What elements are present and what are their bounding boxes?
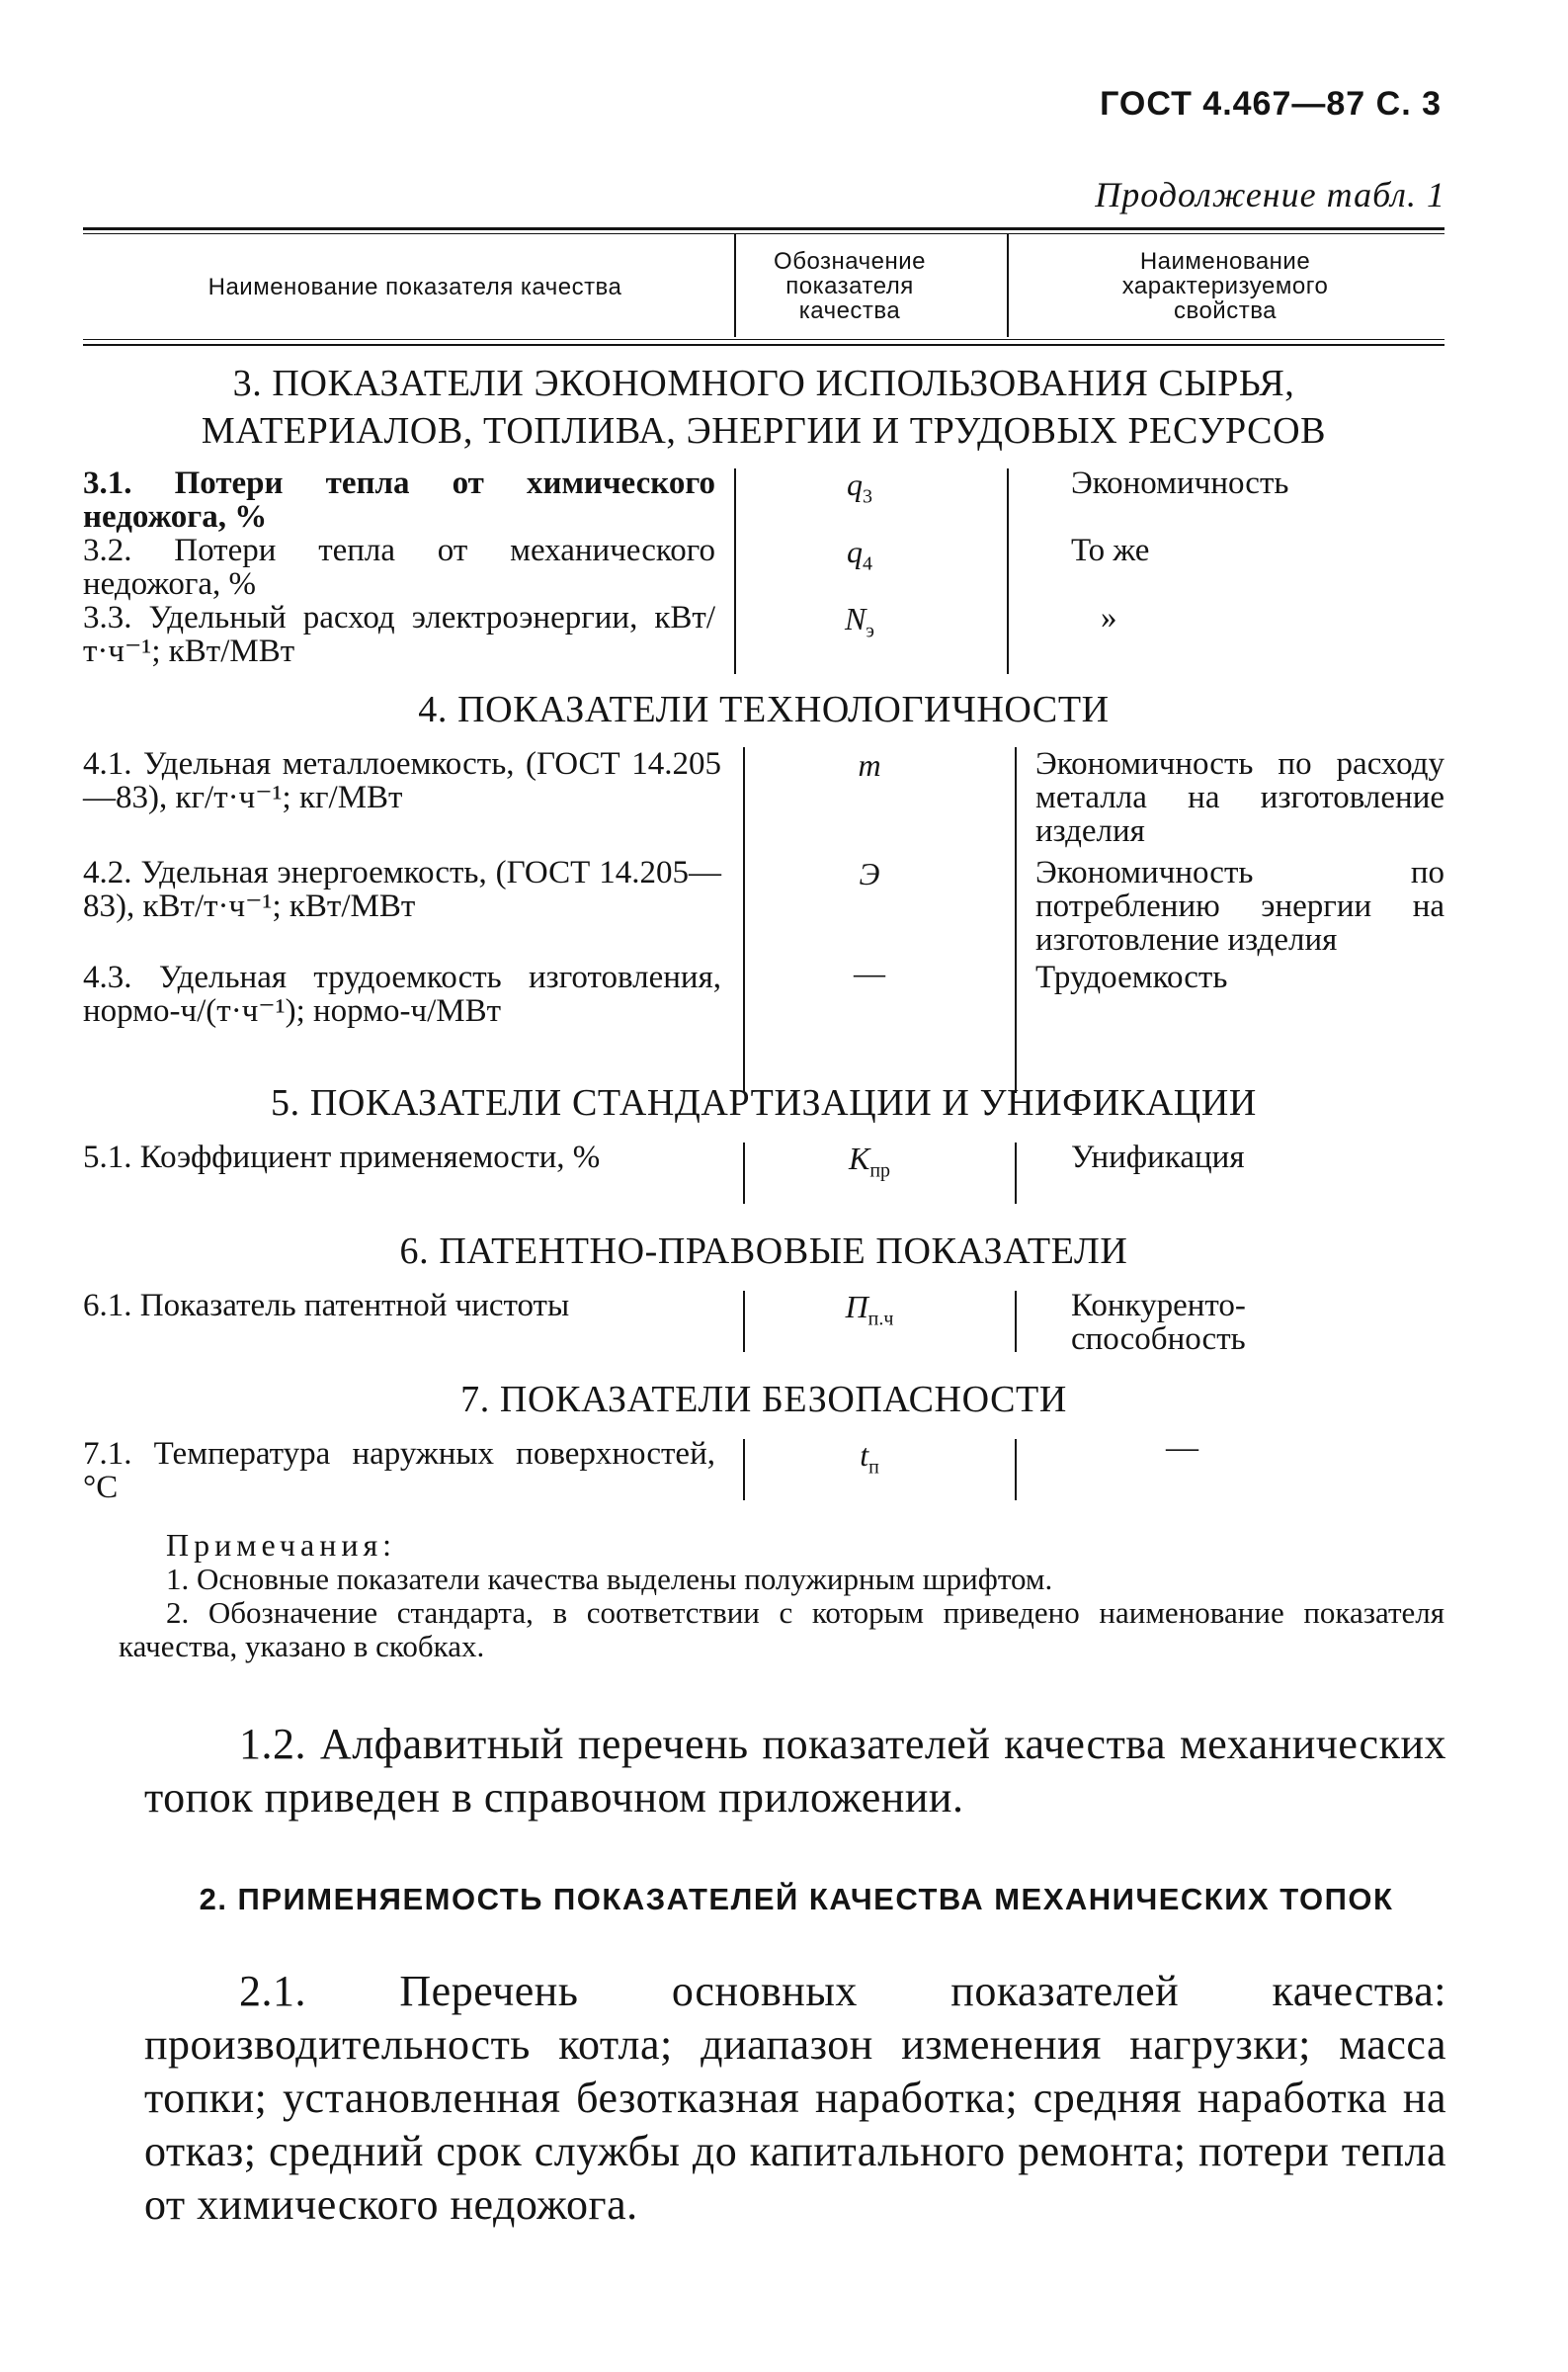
indicator-symbol: $q_3$ — [847, 466, 872, 508]
column-divider — [743, 1439, 745, 1500]
indicator-symbol: — — [854, 955, 885, 990]
indicator-symbol: $N_э$ — [845, 601, 874, 642]
column-divider — [1015, 747, 1017, 1093]
indicator-name: 3.3. Удельный расход электроэнергии, кВт/т·ч⁻¹; кВт/МВт — [83, 600, 715, 669]
indicator-name: 5.1. Коэффициент применяемости, % — [83, 1140, 601, 1175]
indicator-property: Экономичность по расходу металла на изготовление изделия — [1035, 746, 1444, 849]
column-divider — [743, 747, 745, 1093]
indicator-symbol: $K_{пр}$ — [848, 1141, 891, 1182]
section-title: 7. ПОКАЗАТЕЛИ БЕЗОПАСНОСТИ — [460, 1379, 1067, 1420]
note-item: 1. Основные показатели качества выделены полужирным шрифтом. — [166, 1562, 1053, 1596]
indicator-property: Унификация — [1071, 1140, 1245, 1175]
column-divider — [743, 1291, 745, 1352]
indicator-name: 4.2. Удельная энергоемкость, (ГОСТ 14.205—83), кВт/т·ч⁻¹; кВт/МВт — [83, 855, 721, 924]
table-header-bottom-rule — [83, 344, 1444, 346]
header-column-divider — [734, 234, 736, 337]
indicator-name: 6.1. Показатель патентной чистоты — [83, 1288, 570, 1323]
indicator-property: Экономичность по потреблению энергии на изготовление изделия — [1035, 855, 1444, 958]
indicator-property: Конкурентоспособность — [1071, 1288, 1246, 1357]
indicator-symbol: Э — [859, 856, 880, 891]
table-continuation-label: Продолжение табл. 1 — [1095, 175, 1445, 214]
column-divider — [1015, 1143, 1017, 1204]
column-divider — [1015, 1291, 1017, 1352]
column-divider — [1015, 1439, 1017, 1500]
section-title: МАТЕРИАЛОВ, ТОПЛИВА, ЭНЕРГИИ И ТРУДОВЫХ РЕСУРСОВ — [201, 410, 1327, 452]
table-header-bottom-rule-thin — [83, 339, 1444, 340]
indicator-symbol: m — [858, 747, 881, 783]
section-title: 3. ПОКАЗАТЕЛИ ЭКОНОМНОГО ИСПОЛЬЗОВАНИЯ СЫРЬЯ, — [232, 363, 1295, 404]
indicator-name: 3.1. Потери тепла от химического недожога, % — [83, 466, 715, 535]
column-divider — [734, 468, 736, 674]
section-2-heading: 2. ПРИМЕНЯЕМОСТЬ ПОКАЗАТЕЛЕЙ КАЧЕСТВА МЕХАНИЧЕСКИХ ТОПОК — [199, 1882, 1394, 1916]
indicator-symbol: $q_4$ — [847, 534, 872, 575]
indicator-name: 7.1. Температура наружных поверхностей, °С — [83, 1436, 715, 1505]
indicator-property: Трудоемкость — [1035, 960, 1228, 995]
table-top-rule — [83, 227, 1444, 230]
table-top-rule-thin — [83, 233, 1444, 234]
section-title: 4. ПОКАЗАТЕЛИ ТЕХНОЛОГИЧНОСТИ — [418, 689, 1110, 730]
indicator-property: — — [1166, 1430, 1198, 1466]
header-column-divider — [1007, 234, 1009, 337]
section-title: 6. ПАТЕНТНО-ПРАВОВЫЕ ПОКАЗАТЕЛИ — [399, 1230, 1128, 1272]
column-header-property: Наименование характеризуемого свойства — [1121, 248, 1329, 324]
indicator-name: 4.3. Удельная трудоемкость изготовления, нормо-ч/(т·ч⁻¹); нормо-ч/МВт — [83, 960, 721, 1029]
paragraph-2-1: 2.1. Перечень основных показателей качества: производительность котла; диапазон изменения нагрузки; масса топки; установленная безотказная наработка; средняя наработка на отказ; средний срок службы до капитального ремонта; потери тепла от химического недожога. — [144, 1967, 1446, 2229]
column-header-symbol: Обозначение показателя качества — [774, 248, 926, 324]
indicator-symbol: $П_{п.ч}$ — [845, 1289, 894, 1330]
note-item: 2. Обозначение стандарта, в соответствии с которым приведено наименование показателя качества, указано в скобках. — [119, 1595, 1444, 1663]
indicator-property: Экономичность — [1071, 466, 1289, 501]
column-divider — [1007, 468, 1009, 674]
indicator-symbol: $t_п$ — [860, 1437, 879, 1479]
paragraph-1-2: 1.2. Алфавитный перечень показателей качества механических топок приведен в справочном приложении. — [144, 1720, 1446, 1821]
column-divider — [743, 1143, 745, 1204]
column-header-name: Наименование показателя качества — [207, 274, 622, 300]
indicator-name: 4.1. Удельная металлоемкость, (ГОСТ 14.205—83), кг/т·ч⁻¹; кг/МВт — [83, 746, 721, 815]
indicator-name: 3.2. Потери тепла от механического недожога, % — [83, 533, 715, 602]
notes-heading: Примечания: — [166, 1527, 397, 1563]
standard-page-header: ГОСТ 4.467—87 С. 3 — [1100, 85, 1442, 123]
section-title: 5. ПОКАЗАТЕЛИ СТАНДАРТИЗАЦИИ И УНИФИКАЦИИ — [271, 1082, 1257, 1124]
indicator-property: То же — [1071, 533, 1150, 568]
indicator-property: » — [1101, 600, 1117, 635]
